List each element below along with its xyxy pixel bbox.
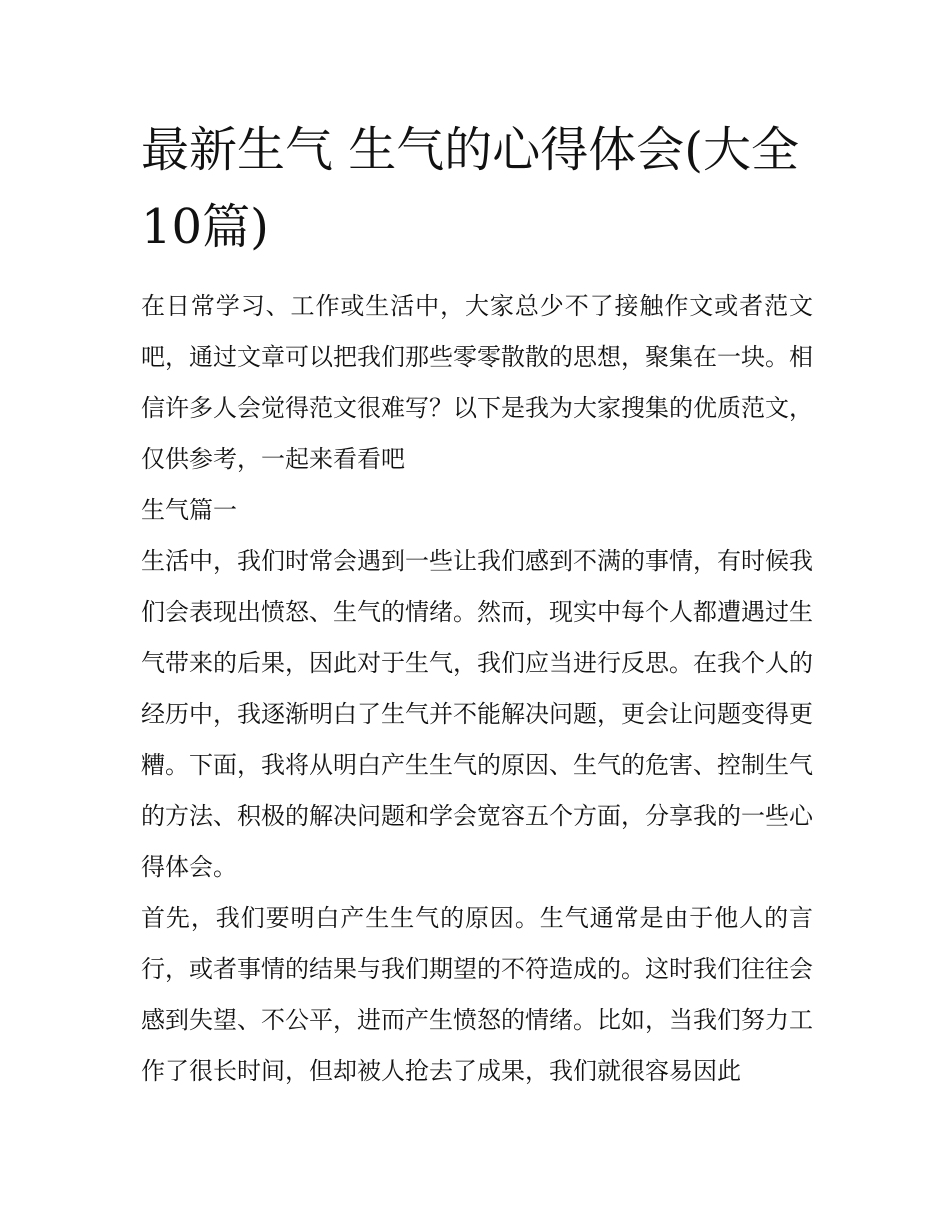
section-heading: 生气篇一	[141, 496, 237, 524]
intro-paragraph: 在日常学习、工作或生活中，大家总少不了接触作文或者范文吧，通过文章可以把我们那些零零散散的思想，聚集在一块。相信许多人会觉得范文很难写？以下是我为大家搜集的优质范文，仅供参考，一起来看看吧	[141, 292, 813, 473]
body-paragraph-1: 生活中，我们时常会遇到一些让我们感到不满的事情，有时候我们会表现出愤怒、生气的情绪。然而，现实中每个人都遭遇过生气带来的后果，因此对于生气，我们应当进行反思。在我个人的经历中，我逐渐明白了生气并不能解决问题，更会让问题变得更糟。下面，我将从明白产生生气的原因、生气的危害、控制生气的方法、积极的解决问题和学会宽容五个方面，分享我的一些心得体会。	[141, 547, 813, 881]
body-paragraph-2: 首先，我们要明白产生生气的原因。生气通常是由于他人的言行，或者事情的结果与我们期望的不符造成的。这时我们往往会感到失望、不公平，进而产生愤怒的情绪。比如，当我们努力工作了很长时间，但却被人抢去了成果，我们就很容易因此	[141, 904, 813, 1085]
document-content	[141, 112, 813, 1097]
document-title: 最新生气 生气的心得体会(大全10篇)	[141, 122, 799, 255]
